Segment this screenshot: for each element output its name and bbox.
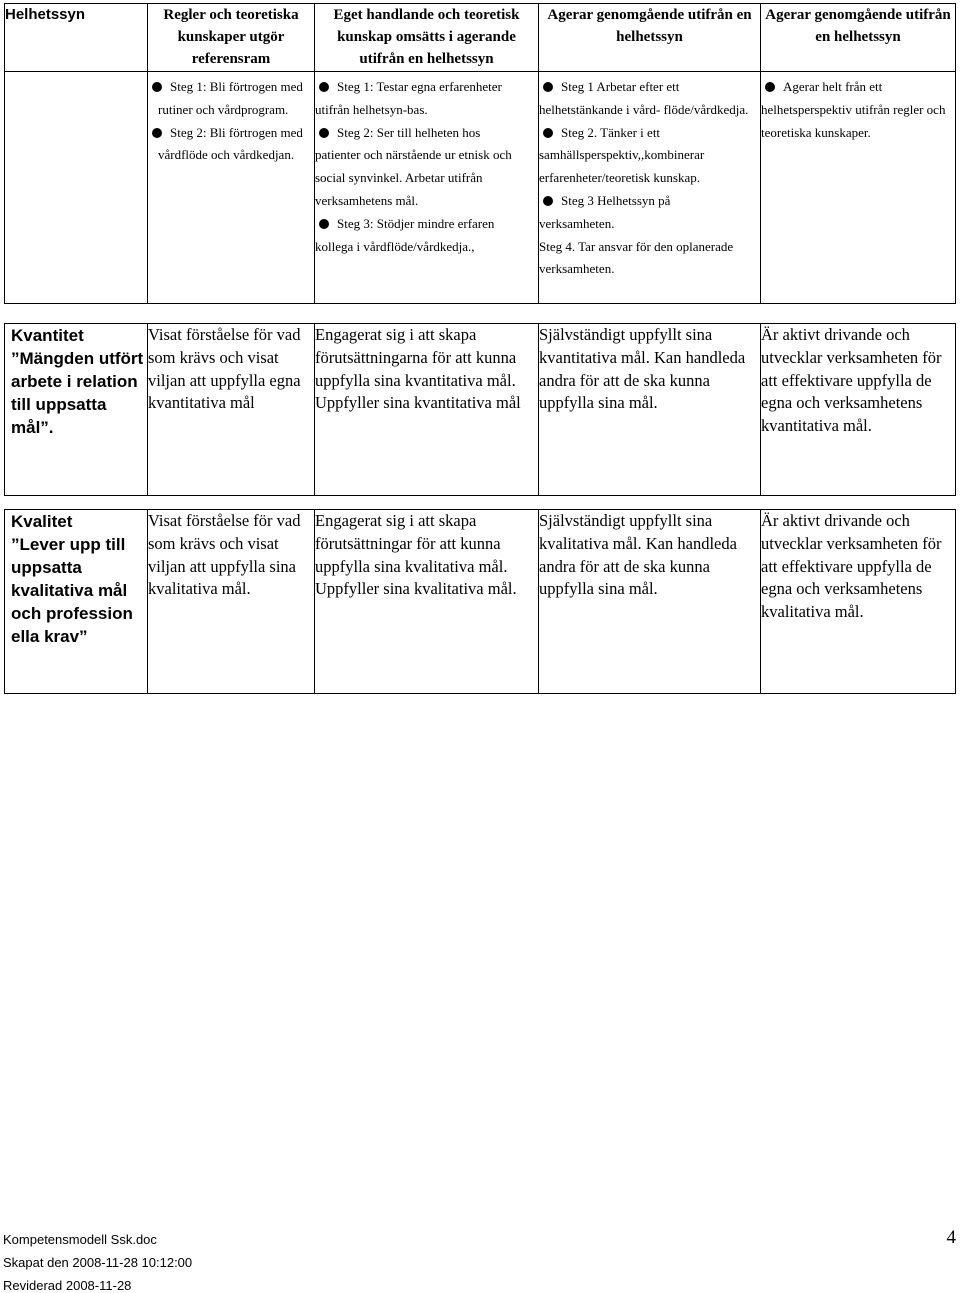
kvantitet-row	[5, 324, 956, 496]
spacer-row	[5, 304, 956, 324]
kvantitet-cell-4: Är aktivt drivande och utvecklar verksamheten för att effektivare uppfylla de egna och verksamhetens kvantitativa mål.	[761, 324, 956, 496]
kvalitet-cell-1: Visat förståelse för vad som krävs och visat viljan att uppfylla sina kvalitativa mål.	[148, 510, 315, 694]
step-item-4	[539, 236, 760, 282]
step-continuation: samhällsperspektiv,,kombinerar erfarenheter/teoretisk kunskap.	[539, 147, 705, 186]
steps-empty-cell	[5, 72, 148, 304]
step-text: Steg 2. Tänker i ett	[561, 124, 661, 140]
step-text: Steg 1: Testar egna erfarenheter	[337, 79, 502, 94]
spacer-cell	[761, 304, 956, 324]
header-agerande: Eget handlande och teoretisk kunskap omsätts i agerande utifrån en helhetssyn	[315, 4, 539, 72]
spacer-cell	[315, 304, 539, 324]
step-continuation: rutiner och vårdprogram.	[158, 101, 289, 117]
step-continuation: helhetsperspektiv utifrån regler och teoretiska kunskaper.	[761, 101, 946, 140]
bullet-icon	[543, 82, 553, 92]
step-continuation: kollega i vårdflöde/vårdkedja.,	[315, 238, 475, 254]
step-text: Steg 3: Stödjer mindre erfaren	[337, 215, 495, 231]
bullet-icon	[319, 82, 329, 92]
row-label-title: Kvalitet	[11, 512, 73, 531]
step-item	[761, 76, 955, 144]
kvalitet-cell-4: Är aktivt drivande och utvecklar verksamheten för att effektivare uppfylla de egna och verksamhetens kvalitativa mål.	[761, 510, 956, 694]
step-continuation: patienter och närstående ur etnisk och social synvinkel. Arbetar utifrån verksamhetens mål.	[315, 147, 512, 208]
bullet-icon	[765, 82, 775, 92]
spacer-cell	[148, 496, 315, 510]
kvantitet-cell-1: Visat förståelse för vad som krävs och visat viljan att uppfylla egna kvantitativa mål	[148, 324, 315, 496]
step-item	[539, 122, 760, 190]
header-genomgaende-1: Agerar genomgående utifrån en helhetssyn	[539, 4, 761, 72]
step-item	[539, 190, 760, 236]
step-text: Steg 2: Bli förtrogen med	[170, 124, 303, 140]
step-text: Steg 2: Ser till helheten hos	[337, 124, 481, 140]
spacer-row	[5, 496, 956, 510]
spacer-cell	[5, 304, 148, 324]
bullet-icon	[319, 128, 329, 138]
step-item	[315, 76, 538, 122]
footer-filename: Kompetensmodell Ssk.doc	[3, 1232, 157, 1247]
step-text: Steg 4. Tar ansvar för den oplanerade verksamheten.	[539, 238, 734, 277]
row-label-description: ”Lever upp till uppsatta kvalitativa mål och profession ella krav”	[11, 535, 133, 646]
steps-row	[5, 72, 956, 304]
competence-table	[4, 3, 956, 694]
steps-col4	[539, 72, 761, 304]
row-label-kvalitet	[5, 510, 148, 694]
steps-col3	[315, 72, 539, 304]
step-continuation: helhetstänkande i vård- flöde/vårdkedja.	[539, 101, 749, 117]
step-text: Agerar helt från ett	[783, 79, 883, 94]
steps-col2	[148, 72, 315, 304]
spacer-cell	[761, 496, 956, 510]
bullet-icon	[543, 196, 553, 206]
spacer-cell	[315, 496, 539, 510]
spacer-cell	[539, 496, 761, 510]
header-row	[5, 4, 956, 72]
header-helhetssyn: Helhetssyn	[5, 4, 148, 72]
bullet-icon	[152, 82, 162, 92]
spacer-cell	[539, 304, 761, 324]
bullet-icon	[152, 128, 162, 138]
step-text: Steg 1 Arbetar efter ett	[561, 79, 680, 94]
step-continuation: utifrån helhetsyn-bas.	[315, 101, 428, 117]
step-text: Steg 1: Bli förtrogen med	[170, 79, 303, 94]
step-item	[148, 76, 314, 122]
header-genomgaende-2: Agerar genomgående utifrån en helhetssyn	[761, 4, 956, 72]
kvantitet-cell-2: Engagerat sig i att skapa förutsättningarna för att kunna uppfylla sina kvantitativa mål. Uppfyller sina kvantitativa mål	[315, 324, 539, 496]
spacer-cell	[148, 304, 315, 324]
kvalitet-row	[5, 510, 956, 694]
step-text: Steg 3 Helhetssyn på	[561, 192, 671, 208]
bullet-icon	[543, 128, 553, 138]
step-item	[315, 213, 538, 259]
step-item	[315, 122, 538, 213]
footer-created: Skapat den 2008-11-28 10:12:00	[3, 1255, 193, 1270]
header-referensram: Regler och teoretiska kunskaper utgör referensram	[148, 4, 315, 72]
bullet-icon	[319, 219, 329, 229]
step-continuation: verksamheten.	[539, 215, 615, 231]
row-label-title: Kvantitet	[11, 326, 84, 345]
step-item	[148, 122, 314, 168]
footer-revised: Reviderad 2008-11-28	[3, 1278, 132, 1293]
step-item	[539, 76, 760, 122]
step-continuation: vårdflöde och vårdkedjan.	[158, 147, 295, 163]
steps-col5	[761, 72, 956, 304]
page-number: 4	[946, 1227, 956, 1248]
kvalitet-cell-3: Självständigt uppfyllt sina kvalitativa mål. Kan handleda andra för att de ska kunna uppfylla sina mål.	[539, 510, 761, 694]
row-label-description: ”Mängden utfört arbete i relation till uppsatta mål”.	[11, 349, 144, 437]
kvalitet-cell-2: Engagerat sig i att skapa förutsättningar för att kunna uppfylla sina kvalitativa mål. Uppfyller sina kvalitativa mål.	[315, 510, 539, 694]
spacer-cell	[5, 496, 148, 510]
kvantitet-cell-3: Självständigt uppfyllt sina kvantitativa mål. Kan handleda andra för att de ska kunna uppfylla sina mål.	[539, 324, 761, 496]
row-label-kvantitet	[5, 324, 148, 496]
